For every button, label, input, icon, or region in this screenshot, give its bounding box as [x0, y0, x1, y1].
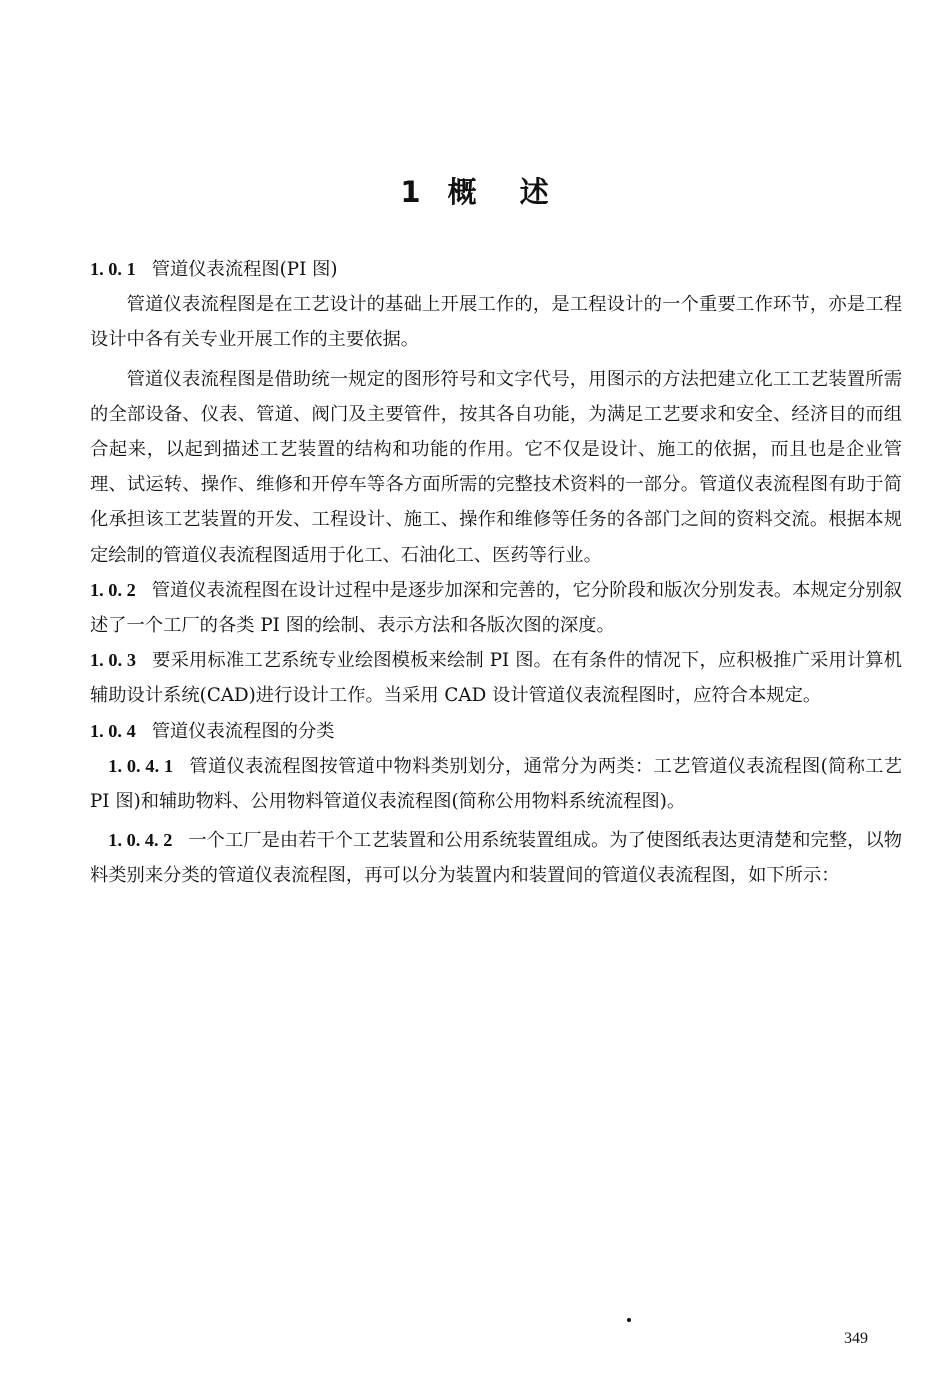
chapter-title-word-2: 述	[519, 175, 550, 209]
body-text	[90, 252, 902, 894]
chapter-title	[0, 170, 950, 211]
section-1-0-4-1	[90, 749, 902, 819]
section-text: 一个工厂是由若干个工艺装置和公用系统装置组成。为了使图纸表达更清楚和完整，以物料类别来分类的管道仪表流程图，再可以分为装置内和装置间的管道仪表流程图，如下所示：	[90, 830, 903, 887]
section-number: 1. 0. 3	[90, 650, 136, 671]
section-number: 1. 0. 4. 1	[108, 755, 174, 776]
section-1-0-4-2	[90, 823, 902, 893]
scan-speck	[627, 1318, 631, 1322]
section-number: 1. 0. 1	[90, 259, 136, 279]
page-number: 349	[844, 1330, 868, 1347]
chapter-title-word-1: 概	[447, 175, 478, 209]
section-heading: 管道仪表流程图的分类	[151, 720, 335, 742]
section-number: 1. 0. 4. 2	[108, 830, 173, 851]
section-heading: 管道仪表流程图(PI 图)	[151, 259, 338, 280]
section-1-0-1-heading	[90, 252, 902, 287]
chapter-number: 1	[400, 175, 422, 209]
section-text: 管道仪表流程图按管道中物料类别划分，通常分为两类：工艺管道仪表流程图(简称工艺 PI 图)和辅助物料、公用物料管道仪表流程图(简称公用物料系统流程图)。	[90, 755, 903, 813]
section-text: 管道仪表流程图在设计过程中是逐步加深和完善的，它分阶段和版次分别发表。本规定分别叙述了一个工厂的各类 PI 图的绘制、表示方法和各版次图的深度。	[90, 579, 903, 637]
section-text: 要采用标准工艺系统专业绘图模板来绘制 PI 图。在有条件的情况下，应积极推广采用计算机辅助设计系统(CAD)进行设计工作。当采用 CAD 设计管道仪表流程图时，应符合本规定。	[90, 650, 902, 707]
paragraph: 管道仪表流程图是在工艺设计的基础上开展工作的，是工程设计的一个重要工作环节，亦是工程设计中各有关专业开展工作的主要依据。	[90, 294, 902, 351]
section-number: 1. 0. 4	[90, 720, 136, 741]
section-number: 1. 0. 2	[90, 579, 136, 600]
section-1-0-4-heading	[90, 714, 902, 749]
paragraph: 管道仪表流程图是借助统一规定的图形符号和文字代号，用图示的方法把建立化工工艺装置所需的全部设备、仪表、管道、阀门及主要管件，按其各自功能，为满足工艺要求和安全、经济目的而组合起来，以起到描述工艺装置的结构和功能的作用。它不仅是设计、施工的依据，而且也是企业管理、试运转、操作、维修和开停车等各方面所需的完整技术资料的一部分。管道仪表流程图有助于简化承担该工艺装置的开发、工程设计、施工、操作和维修等任务的各部门之间的资料交流。根据本规定绘制的管道仪表流程图适用于化工、石油化工、医药等行业。	[90, 368, 902, 566]
section-1-0-2	[90, 573, 902, 643]
section-1-0-3	[90, 643, 902, 713]
